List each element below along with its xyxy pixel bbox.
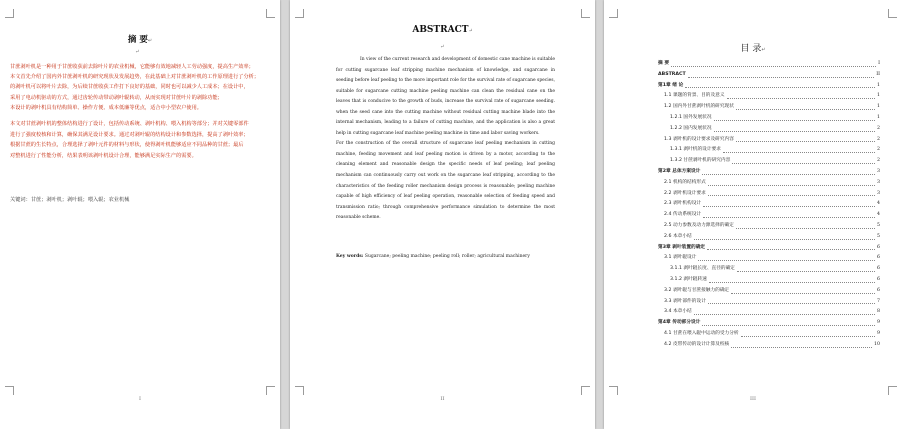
toc-entry[interactable] bbox=[658, 307, 880, 318]
page-corner-mark bbox=[888, 386, 897, 395]
toc-leader-dots bbox=[703, 199, 875, 207]
toc-leader-dots bbox=[702, 167, 875, 175]
toc-entry-page: 6 bbox=[876, 264, 880, 275]
toc-entry[interactable] bbox=[658, 59, 880, 70]
toc-entry-label: 2.1 机构的结构形式 bbox=[664, 178, 707, 189]
page-corner-mark bbox=[5, 386, 14, 395]
toc-leader-dots bbox=[688, 70, 875, 78]
toc-entry[interactable] bbox=[658, 113, 880, 124]
toc-leader-dots bbox=[698, 253, 875, 261]
toc-entry-page: 6 bbox=[876, 286, 880, 297]
toc-entry-page: 3 bbox=[876, 167, 880, 178]
toc-entry-page: 6 bbox=[876, 243, 880, 254]
toc-leader-dots bbox=[736, 102, 875, 110]
toc-entry[interactable] bbox=[658, 243, 880, 254]
abstract-paragraph: For the construction of the overall structure of sugarcane leaf peeling mechanism in cutting machine, feeding movement and leaf peeling motion is driven by a motor, according to the cleaning element and reasonable design the specific needs of leaf peeling; leaf peeling mechanism can continuously carry out work on the sugarcane leaf stripping, according to the characteristics of the feeding roller mechanism design process is reasonable; peeling machine capable of high efficiency of leaf peeling operation, reasonable selection of feeding speed and transmission ratio; through comprehensive performance simulation to determine the most reasonable scheme. bbox=[336, 141, 555, 221]
toc-entry-page: 4 bbox=[876, 199, 880, 210]
toc-entry-page: 9 bbox=[876, 329, 880, 340]
toc-entry-page: 1 bbox=[876, 91, 880, 102]
toc-entry-page: II bbox=[875, 70, 880, 81]
toc-entry-page: 2 bbox=[876, 135, 880, 146]
toc-entry-label: 3.2 剥叶辊与甘蔗接触力的确定 bbox=[664, 286, 730, 297]
abstract-line: 进行了强度校核和计算，确保其满足设计要求。通过对剥叶辊的结构设计和参数选择，提高了剥叶效率； bbox=[10, 132, 249, 138]
toc-entry[interactable] bbox=[658, 232, 880, 243]
toc-entry[interactable] bbox=[658, 221, 880, 232]
page-abstract-en bbox=[290, 0, 595, 429]
toc-entry-page: 1 bbox=[876, 102, 880, 113]
page-corner-mark bbox=[581, 386, 590, 395]
toc-leader-dots bbox=[703, 210, 875, 218]
toc-entry[interactable] bbox=[658, 297, 880, 308]
toc-entry[interactable] bbox=[658, 167, 880, 178]
table-of-contents bbox=[658, 59, 880, 351]
toc-entry[interactable] bbox=[658, 329, 880, 340]
toc-entry[interactable] bbox=[658, 199, 880, 210]
toc-entry-label: 3.4 本章小结 bbox=[664, 307, 693, 318]
toc-entry-label: 2.4 传动系统设计 bbox=[664, 210, 702, 221]
toc-entry-label: 1.1 课题的背景、目的及意义 bbox=[664, 91, 726, 102]
toc-entry-page: 7 bbox=[876, 297, 880, 308]
abstract-line: 本设计的剥叶机具有结构简单、操作方便、成本低廉等优点，适合中小型农户使用。 bbox=[10, 105, 202, 111]
abstract-paragraph: In view of the current research and development of domestic cane machine is suitable for cutting sugarcane leaf stripping machine mechanism of knowledge, and sugarcane in seeding before leaf peeling to the more important role for the survival rate of sugarcane species, suitable for sugarcane cutting machine peeling machine can clean the residual cane on the leaves that is conducive to the growth of buds, increase the survival rate of sugarcane seeding. when the seed cane into the cutting machine without residual cutting machine blade into the internal mechanism, leading to a failure of cutting machine, and the application is also a great help in cutting sugarcane leaf machine peeling machine in time and labor saving workers. bbox=[336, 57, 555, 136]
abstract-line: 对整机进行了性能分析，结果表明该剥叶机设计合理，能够满足实际生产的需要。 bbox=[10, 153, 197, 159]
toc-leader-dots bbox=[708, 297, 875, 305]
toc-entry-page: 2 bbox=[876, 156, 880, 167]
page-corner-mark bbox=[295, 386, 304, 395]
page-abstract-cn bbox=[0, 0, 280, 429]
keywords-label: Key words: bbox=[336, 254, 364, 259]
toc-leader-dots bbox=[709, 275, 875, 283]
toc-entry-label: 第1章 绪 论 bbox=[658, 81, 684, 92]
keywords-line bbox=[336, 254, 576, 259]
toc-entry-page: 9 bbox=[876, 318, 880, 329]
toc-leader-dots bbox=[708, 178, 875, 186]
toc-entry-label: 1.2.2 国内发展状况 bbox=[670, 124, 713, 135]
abstract-line: 甘蔗剥叶机是一种用于甘蔗收获前去除叶片的农业机械，它能够有效地减轻人工劳动强度，提高生产效率； bbox=[10, 64, 254, 70]
toc-entry-label: 第4章 传动部分设计 bbox=[658, 318, 701, 329]
page-corner-mark bbox=[266, 386, 275, 395]
toc-leader-dots bbox=[714, 113, 875, 121]
paragraph-mark: ↵ bbox=[135, 49, 140, 55]
toc-leader-dots bbox=[707, 243, 875, 251]
toc-entry[interactable] bbox=[658, 318, 880, 329]
toc-entry-label: 摘 要 bbox=[658, 59, 670, 70]
toc-entry[interactable] bbox=[658, 81, 880, 92]
abstract-line: 本文对甘蔗剥叶机的整体结构进行了设计，包括传动系统、剥叶机构、喂入机构等部分；并对关键零部件 bbox=[10, 121, 249, 127]
toc-entry-page: 10 bbox=[873, 340, 880, 351]
toc-entry-label: 第3章 剥叶装置的确定 bbox=[658, 243, 706, 254]
toc-entry-page: 6 bbox=[876, 253, 880, 264]
toc-leader-dots bbox=[685, 81, 875, 89]
toc-entry-page: I bbox=[877, 59, 880, 70]
toc-entry-label: 1.3 剥叶机的设计要求及研究内容 bbox=[664, 135, 735, 146]
toc-leader-dots bbox=[702, 318, 875, 326]
toc-entry-label: 3.1 剥叶辊设计 bbox=[664, 253, 697, 264]
toc-entry-page: 1 bbox=[876, 81, 880, 92]
toc-leader-dots bbox=[723, 145, 875, 153]
page-corner-mark bbox=[888, 9, 897, 18]
toc-entry[interactable] bbox=[658, 124, 880, 135]
toc-leader-dots bbox=[737, 264, 875, 272]
abstract-line: 的剥叶机可以将叶片去除，为后续甘蔗收获工作打下良好的基础，同时也可以减少人工成本；在设计中， bbox=[10, 84, 249, 90]
toc-leader-dots bbox=[714, 124, 875, 132]
page-corner-mark bbox=[266, 9, 275, 18]
toc-entry-label: 3.1.2 剥叶辊转速 bbox=[670, 275, 708, 286]
toc-entry-label: 2.2 剥叶机设计要求 bbox=[664, 189, 707, 200]
page-number: III bbox=[750, 396, 756, 402]
toc-entry-label: 2.3 剥叶机构设计 bbox=[664, 199, 702, 210]
toc-entry-label: 2.6 本章小结 bbox=[664, 232, 693, 243]
page-title: 摘 要↵ bbox=[127, 35, 153, 45]
toc-entry[interactable] bbox=[658, 189, 880, 200]
toc-entry[interactable] bbox=[658, 210, 880, 221]
toc-leader-dots bbox=[736, 135, 875, 143]
page-title: 目 录↵ bbox=[740, 44, 766, 54]
toc-leader-dots bbox=[694, 232, 875, 240]
toc-entry-page: 2 bbox=[876, 145, 880, 156]
toc-entry-page: 5 bbox=[876, 232, 880, 243]
toc-entry-page: 3 bbox=[876, 189, 880, 200]
page-corner-mark bbox=[609, 386, 618, 395]
abstract-body bbox=[336, 55, 555, 224]
keywords-line: 关键词：甘蔗；剥叶机；剥叶辊；喂入辊；农业机械 bbox=[10, 197, 130, 203]
toc-leader-dots bbox=[741, 329, 875, 337]
abstract-line: 采用了电动机驱动的方式，通过齿轮传动带动剥叶辊转动，从而实现对甘蔗叶片的剥除功能； bbox=[10, 95, 223, 101]
abstract-line: 本文首先介绍了国内外甘蔗剥叶机的研究现状及发展趋势，在此基础上对甘蔗剥叶机的工作原理进行了分析； bbox=[10, 74, 260, 80]
toc-entry[interactable] bbox=[658, 145, 880, 156]
page-number: II bbox=[440, 396, 445, 402]
toc-entry-label: 1.3.2 甘蔗剥叶机的研究内容 bbox=[670, 156, 731, 167]
paragraph-mark: ↵ bbox=[440, 44, 445, 50]
toc-entry-page: 2 bbox=[876, 124, 880, 135]
toc-leader-dots bbox=[731, 340, 872, 348]
toc-entry-label: 1.2 国内外甘蔗剥叶机的研究现状 bbox=[664, 102, 735, 113]
page-corner-mark bbox=[5, 9, 14, 18]
toc-entry-label: 4.1 甘蔗在喂入辊中运动的受力分析 bbox=[664, 329, 740, 340]
toc-leader-dots bbox=[736, 221, 875, 229]
page-corner-mark bbox=[581, 9, 590, 18]
page-corner-mark bbox=[295, 9, 304, 18]
toc-entry[interactable] bbox=[658, 156, 880, 167]
toc-entry-label: 4.2 皮带传动的设计计算及校核 bbox=[664, 340, 730, 351]
toc-leader-dots bbox=[708, 189, 875, 197]
toc-entry-label: 3.1.1 剥叶辊长度、直径的确定 bbox=[670, 264, 736, 275]
toc-leader-dots bbox=[727, 91, 876, 99]
toc-entry[interactable] bbox=[658, 253, 880, 264]
abstract-line: 根据甘蔗的生长特点，合理选择了剥叶元件的材料与形状，使得剥叶机能够适应不同品种的甘蔗；最后 bbox=[10, 142, 244, 148]
toc-entry-page: 4 bbox=[876, 210, 880, 221]
toc-entry[interactable] bbox=[658, 135, 880, 146]
page-title: ABSTRACT↵ bbox=[412, 25, 473, 35]
toc-entry[interactable] bbox=[658, 340, 880, 351]
toc-entry-label: 第2章 总体方案设计 bbox=[658, 167, 701, 178]
page-corner-mark bbox=[609, 9, 618, 18]
toc-entry-label: 2.5 动力参数及动力源选择的确定 bbox=[664, 221, 735, 232]
toc-entry[interactable] bbox=[658, 264, 880, 275]
toc-entry-page: 6 bbox=[876, 275, 880, 286]
toc-entry[interactable] bbox=[658, 102, 880, 113]
toc-entry-page: 1 bbox=[876, 113, 880, 124]
toc-entry[interactable] bbox=[658, 91, 880, 102]
page-toc bbox=[604, 0, 902, 429]
toc-entry[interactable] bbox=[658, 275, 880, 286]
toc-entry-label: ABSTRACT bbox=[658, 70, 687, 81]
toc-entry-page: 3 bbox=[876, 178, 880, 189]
toc-entry-label: 1.2.1 国外发展状况 bbox=[670, 113, 713, 124]
toc-entry-label: 3.3 剥叶部件的设计 bbox=[664, 297, 707, 308]
toc-entry-page: 5 bbox=[876, 221, 880, 232]
toc-entry[interactable] bbox=[658, 178, 880, 189]
toc-leader-dots bbox=[694, 307, 875, 315]
toc-entry[interactable] bbox=[658, 286, 880, 297]
toc-leader-dots bbox=[731, 286, 875, 294]
page-number: I bbox=[139, 396, 141, 402]
toc-entry-page: 8 bbox=[876, 307, 880, 318]
toc-leader-dots bbox=[671, 59, 876, 67]
toc-entry[interactable] bbox=[658, 70, 880, 81]
toc-leader-dots bbox=[732, 156, 875, 164]
toc-entry-label: 1.3.1 剥叶机的设计要求 bbox=[670, 145, 722, 156]
keywords-text: Sugarcane; peeling machine; peeling roll; roller; agricultural machinery bbox=[363, 254, 530, 259]
